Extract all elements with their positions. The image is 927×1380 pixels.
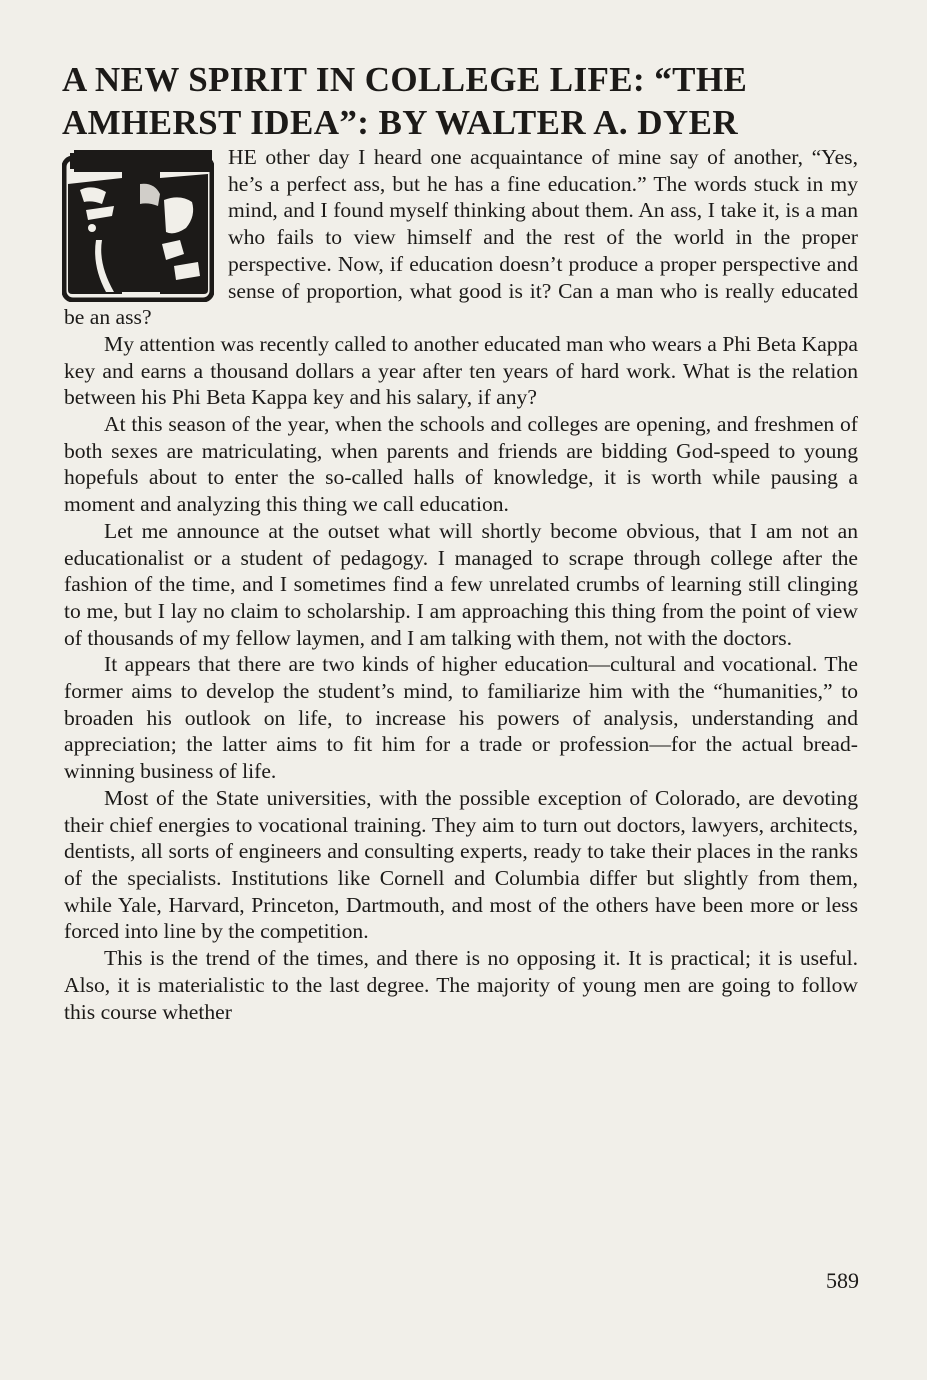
title-line-2: AMHERST IDEA”: BY WALTER A. DYER	[62, 103, 739, 142]
paragraph-4: Let me announce at the outset what will shortly become obvious, that I am not an educationalist or a student of pedagogy. I managed to scrape through college after the fashion of the time, and I sometimes find a few unrelated crumbs of learning still clinging to me, but I lay no claim to scholarship. I am approaching this thing from the point of view of thousands of my fellow laymen, and I am talking with them, not with the doctors.	[64, 518, 858, 650]
title-line-1: A NEW SPIRIT IN COLLEGE LIFE: “THE	[62, 60, 748, 99]
illustrated-drop-cap	[62, 144, 214, 302]
paragraph-5: It appears that there are two kinds of higher education—cultural and vocational. The former aims to develop the student’s mind, to familiarize him with the “humanities,” to broaden his outlook on life, to increase his powers of analysis, understanding and appreciation; the latter aims to fit him for a trade or profession—for the actual bread-winning business of life.	[64, 652, 858, 784]
page-number: 589	[826, 1268, 859, 1293]
paragraph-3: At this season of the year, when the schools and colleges are opening, and freshmen of both sexes are matriculating, when parents and friends are bidding God-speed to young hopefuls about to enter the so-called halls of knowledge, it is worth while pausing a moment and analyzing this thing we call education.	[64, 412, 858, 517]
paragraph-6: Most of the State universities, with the possible exception of Colorado, are devoting their chief energies to vocational training. They aim to turn out doctors, lawyers, architects, dentists, all sorts of engineers and consulting experts, ready to take their places in the ranks of the specialists. Institutions like Cornell and Columbia differ but slightly from them, while Yale, Harvard, Princeton, Dartmouth, and most of the others have been more or less forced into line by the competition.	[64, 785, 858, 944]
article-body	[64, 144, 858, 1025]
paragraph-1	[64, 144, 858, 331]
article-title	[62, 58, 862, 144]
paragraph-7: This is the trend of the times, and there is no opposing it. It is practical; it is useful. Also, it is materialistic to the last degree. The majority of young men are going to follow this course whether	[64, 946, 858, 1024]
drop-cap-illustration	[62, 144, 214, 302]
paragraph-1-text: HE other day I heard one acquaintance of mine say of another, “Yes, he’s a perfect ass, but he has a fine education.” The words stuck in my mind, and I found myself thinking about them. An ass, I take it, is a man who fails to view himself and the rest of the world in the proper perspective. Now, if education doesn’t produce a proper perspective and sense of proportion, what good is it? Can a man who is really educated be an ass?	[64, 145, 858, 330]
paragraph-2: My attention was recently called to another educated man who wears a Phi Beta Kappa key and earns a thousand dollars a year after ten years of hard work. What is the relation between his Phi Beta Kappa key and his salary, if any?	[64, 331, 858, 410]
